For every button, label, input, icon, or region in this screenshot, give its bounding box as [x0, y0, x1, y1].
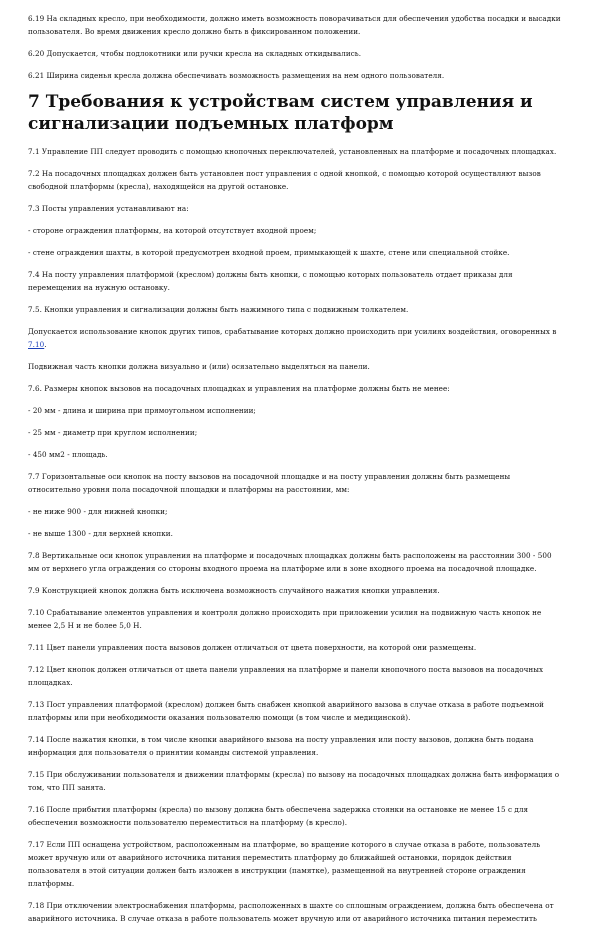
- paragraph-7-2: 7.2 На посадочных площадках должен быть установлен пост управления с одной кнопкой, с помощью которой осуществляют вызов свободной платформы (кресла), находящейся на другой остановке.: [28, 169, 541, 191]
- paragraph-with-link: [28, 325, 564, 351]
- paragraph-7-11: 7.11 Цвет панели управления поста вызовов должен отличаться от цвета поверхности, на которой они размещены.: [28, 643, 477, 652]
- paragraph-7-15: 7.15 При обслуживании пользователя и движении платформы (кресла) по вызову на посадочных площадках должна быть информация о том, что ПП занята.: [28, 770, 560, 792]
- paragraph-6-20: 6.20 Допускается, чтобы подлокотники или ручки кресла на складных откидывались.: [28, 49, 362, 58]
- paragraph-text: Допускается использование кнопок других типов, срабатывание которых должно происходить при усилиях воздействия, оговоренных в: [28, 327, 557, 336]
- section-heading: 7 Требования к устройствам систем управления и сигнализации подъемных платформ: [28, 92, 533, 134]
- paragraph-7-3: 7.3 Посты управления устанавливают на:: [28, 204, 189, 213]
- reference-link-7-10[interactable]: 7.10: [28, 340, 45, 349]
- paragraph-7-18: 7.18 При отключении электроснабжения платформы, расположенных в шахте со сплошным ограждением, должна быть обеспечена от аварийного источника. В случае отказа в работе пользователь может вручную или от аварийного источника питания переместить: [28, 901, 554, 923]
- list-item: - 450 мм2 - площадь.: [28, 450, 108, 459]
- list-item: - 25 мм - диаметр при круглом исполнении;: [28, 428, 198, 437]
- paragraph-7-7: 7.7 Горизонтальные оси кнопок на посту вызовов на посадочной площадке и на посту управления должны быть размещены относительно уровня пола посадочной площадки и платформы на расстоянии, мм:: [28, 472, 511, 494]
- paragraph-6-21: 6.21 Ширина сиденья кресла должна обеспечивать возможность размещения на нем одного пользователя.: [28, 71, 445, 80]
- list-item: - не ниже 900 - для нижней кнопки;: [28, 507, 168, 516]
- list-item: - не выше 1300 - для верхней кнопки.: [28, 529, 173, 538]
- paragraph-6-19: 6.19 На складных кресло, при необходимости, должно иметь возможность поворачиваться для обеспечения удобства посадки и высадки пользователя. Во время движения кресло должно быть в фиксированном положении.: [28, 14, 561, 36]
- paragraph-7-14: 7.14 После нажатия кнопки, в том числе кнопки аварийного вызова на посту управления или посту вызовов, должна быть подана информация для пользователя о принятии команды системой управления.: [28, 735, 534, 757]
- list-item: - 20 мм - длина и ширина при прямоугольном исполнении;: [28, 406, 256, 415]
- paragraph-7-12: 7.12 Цвет кнопок должен отличаться от цвета панели управления на платформе и панели кнопочного поста вызовов на посадочных площадках.: [28, 665, 544, 687]
- paragraph-7-4: 7.4 На посту управления платформой (креслом) должны быть кнопки, с помощью которых пользователь отдает приказы для перемещения на нужную остановку.: [28, 270, 513, 292]
- paragraph-7-5: 7.5. Кнопки управления и сигнализации должны быть нажимного типа с подвижным толкателем.: [28, 305, 409, 314]
- paragraph-7-13: 7.13 Пост управления платформой (креслом) должен быть снабжен кнопкой аварийного вызова в случае отказа в работе подъемной платформы или при необходимости оказания пользователю помощи (в том числе и медицинской).: [28, 700, 544, 722]
- paragraph-7-9: 7.9 Конструкцией кнопок должна быть исключена возможность случайного нажатия кнопки управления.: [28, 586, 440, 595]
- paragraph-7-16: 7.16 После прибытия платформы (кресла) по вызову должна быть обеспечена задержка стоянки на остановке не менее 15 с для обеспечения возможности пользователю переместиться на платформу (в кресло).: [28, 805, 529, 827]
- paragraph-7-1: 7.1 Управление ПП следует проводить с помощью кнопочных переключателей, установленных на платформе и посадочных площадках.: [28, 147, 557, 156]
- document-body: [28, 12, 564, 934]
- list-item: - стороне ограждения платформы, на которой отсутствует входной проем;: [28, 226, 317, 235]
- paragraph-7-10: 7.10 Срабатывание элементов управления и контроля должно происходить при приложении усилия на подвижную часть кнопок не менее 2,5 Н и не более 5,0 Н.: [28, 608, 542, 630]
- paragraph-text-end: .: [44, 340, 47, 349]
- paragraph-7-8: 7.8 Вертикальные оси кнопок управления на платформе и посадочных площадках должны быть расположены на расстоянии 300 - 500 мм от верхнего угла ограждения со стороны входного проема на платформе или в зоне входного проема на посадочной площадке.: [28, 551, 552, 573]
- paragraph: Подвижная часть кнопки должна визуально и (или) осязательно выделяться на панели.: [28, 362, 370, 371]
- paragraph-7-6: 7.6. Размеры кнопок вызовов на посадочных площадках и управления на платформе должны быть не менее:: [28, 384, 450, 393]
- paragraph-7-17: 7.17 Если ПП оснащена устройством, расположенным на платформе, во вращение которого в случае отказа в работе, пользователь может вручную или от аварийного источника питания переместить платформу до ближайшей остановки, порядок действия пользователя в этой ситуации должен быть изложен в инструкции (памятке), размещенной на внутренней стороне ограждения платформы.: [28, 840, 541, 888]
- list-item: - стене ограждения шахты, в которой предусмотрен входной проем, примыкающей к шахте, стене или специальной стойке.: [28, 248, 510, 257]
